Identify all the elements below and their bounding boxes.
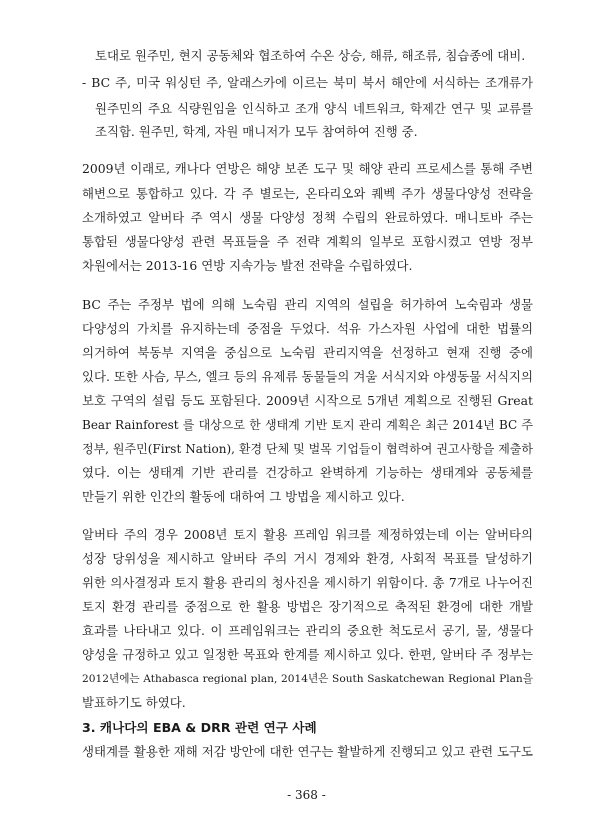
text-line: 위한 의사결정과 토지 활용 관리의 청사진을 제시하기 위함이다. 총 7개로 나누어진 [82,575,533,590]
text-line: 토지 환경 관리를 중점으로 한 활용 방법은 장기적으로 축적된 환경에 대한 개발 [82,599,533,614]
text-line: 의거하여 북동부 지역을 중심으로 노숙림 관리지역을 선정하고 현재 진행 중에 [82,345,533,360]
text-line: 양성을 규정하고 있고 일정한 목표와 한계를 제시하고 있다. 한편, 알버타 주 정부는 [82,647,533,662]
page-number: - 368 - [287,788,326,802]
text-line: 만들기 위한 인간의 활동에 대하여 그 방법을 제시하고 있다. [82,489,405,504]
bullet-item-line: - BC 주, 미국 워싱턴 주, 알래스카에 이르는 북미 북서 해안에 서식하는 조개류가 [82,75,533,90]
text-line: 다양성의 가치를 유지하는데 중점을 두었다. 석유 가스자원 사업에 대한 법률의 [82,321,533,336]
text-line: 조직함. 원주민, 학계, 자원 매니저가 모두 참여하여 진행 중. [95,124,418,139]
text-line: 2009년 이래로, 캐나다 연방은 해양 보존 도구 및 해양 관리 프로세스를 통해 주변 [82,161,533,176]
text-line: Bear Rainforest 를 대상으로 한 생태계 기반 토지 관리 계획은 최근 2014년 BC 주 [82,418,533,432]
text-line: 해변으로 통합하고 있다. 각 주 별로는, 온타리오와 퀘벡 주가 생물다양성 전략을 [82,186,533,201]
text-line: 였다. 이는 생태계 기반 관리를 건강하고 완벽하게 기능하는 생태계와 공동체를 [82,465,533,480]
section-first-line: 생태계를 활용한 재해 저감 방안에 대한 연구는 활발하게 진행되고 있고 관련 도구도 [82,744,533,759]
text-line: 있다. 또한 사슴, 무스, 엘크 등의 유제류 동물들의 겨울 서식지와 야생동물 서식지의 [82,369,533,384]
text-line: 알버타 주의 경우 2008년 토지 활용 프레임 워크를 제정하였는데 이는 알버타의 [82,527,533,542]
text-line: 토대로 원주민, 현지 공동체와 협조하여 수온 상승, 해류, 해조류, 침습종에 대비. [95,48,526,63]
text-line: 2012년에는 Athabasca regional plan, 2014년은 South Saskatchewan Regional Plan을 [82,673,533,685]
text-line: 성장 당위성을 제시하고 알버타 주의 거시 경제와 환경, 사회적 목표를 달성하기 [82,551,533,566]
text-line: 소개하였고 알버타 주 역시 생물 다양성 정책 수립의 완료하였다. 매니토바 주는 [82,210,533,225]
text-line: 효과를 나타내고 있다. 이 프레임워크는 관리의 중요한 척도로서 공기, 물, 생물다 [82,623,533,638]
text-line: 원주민의 주요 식량원임을 인식하고 조개 양식 네트워크, 학제간 연구 및 교류를 [95,101,533,116]
text-line: BC 주는 주정부 법에 의해 노숙림 관리 지역의 설립을 허가하여 노숙림과 생물 [82,297,533,312]
section-heading: 3. 캐나다의 EBA & DRR 관련 연구 사례 [82,720,317,735]
text-line: 보호 구역의 설립 등도 포함된다. 2009년 시작으로 5개년 계획으로 진행된 Great [82,393,533,408]
text-line: 통합된 생물다양성 관련 목표들을 주 전략 계획의 일부로 포함시켰고 연방 정부 [82,234,533,249]
text-line: 정부, 원주민(First Nation), 환경 단체 및 벌목 기업들이 협력하여 권고사항을 제출하 [82,442,533,456]
text-line: 발표하기도 하였다. [82,695,186,710]
text-line: 차원에서는 2013-16 연방 지속가능 발전 전략을 수립하였다. [82,258,413,273]
